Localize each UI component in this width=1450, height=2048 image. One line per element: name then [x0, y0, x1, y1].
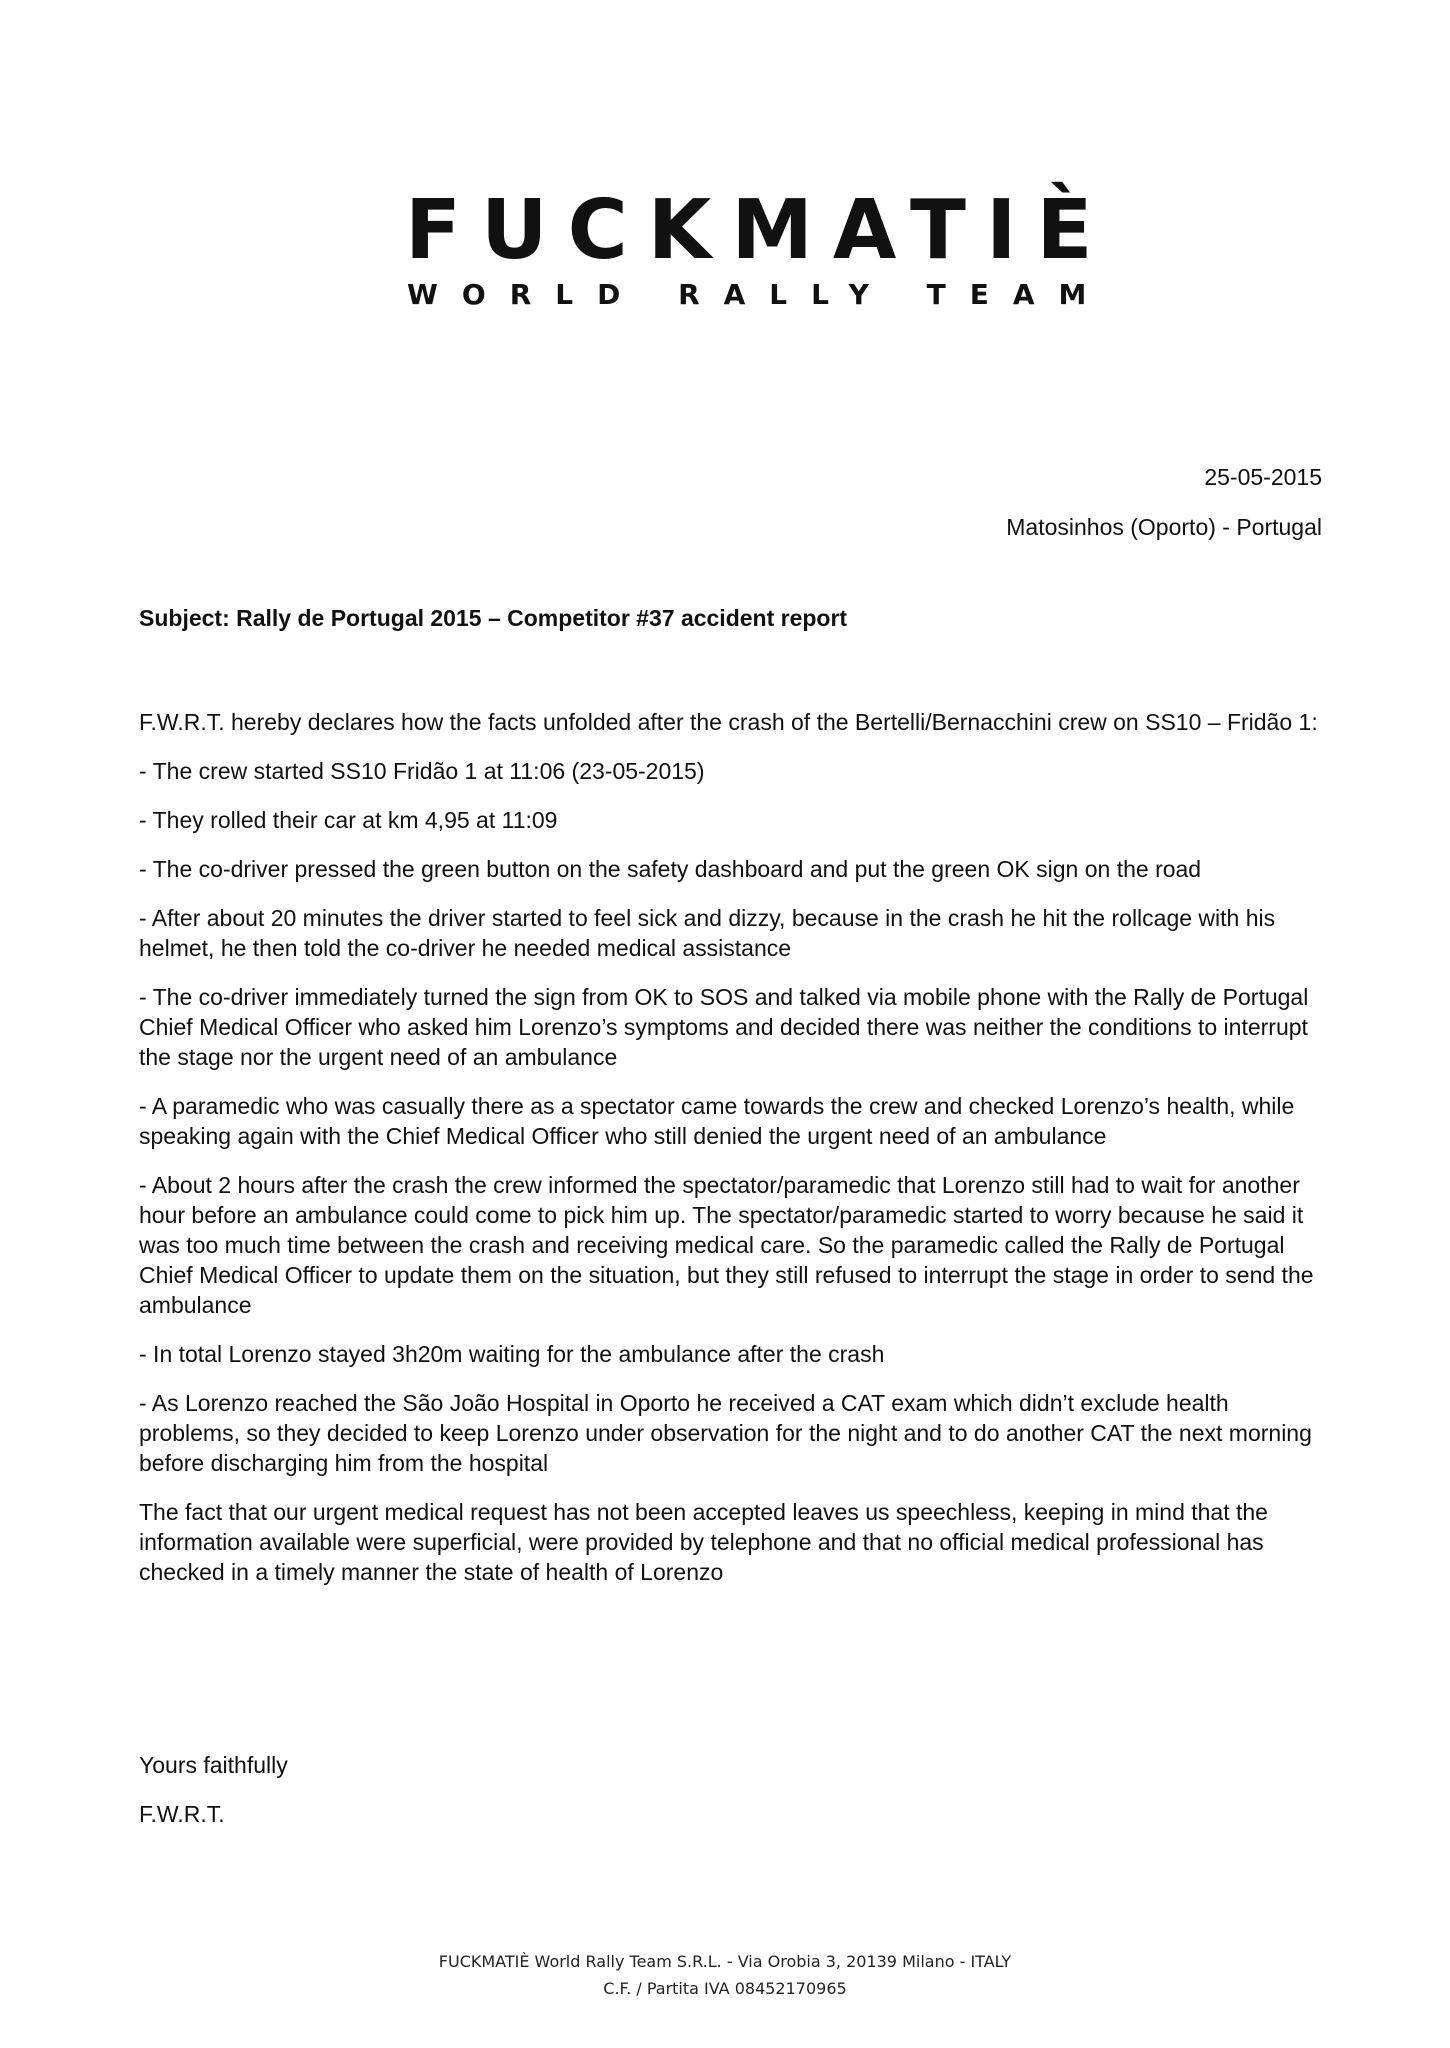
- letter-closing: [139, 1750, 739, 1848]
- fact-item: - In total Lorenzo stayed 3h20m waiting for the ambulance after the crash: [139, 1341, 885, 1367]
- fact-item: - About 2 hours after the crash the crew informed the spectator/paramedic that Lorenzo still had to wait for another hour before an ambulance could come to pick him up. The spectator/paramedic started to worry because he said it was too much time between the crash and receiving medical care. So the paramedic called the Rally de Portugal Chief Medical Officer to update them on the situation, but they still refused to interrupt the stage in order to send the ambulance: [139, 1172, 1314, 1318]
- letter-subject: Subject: Rally de Portugal 2015 – Competitor #37 accident report: [139, 605, 848, 631]
- closing-signature: F.W.R.T.: [139, 1801, 225, 1827]
- letter-header-meta: [722, 452, 1322, 552]
- fact-item: - After about 20 minutes the driver started to feel sick and dizzy, because in the crash he hit the rollcage with his helmet, he then told the co-driver he needed medical assistance: [139, 905, 1276, 961]
- footer-tax-id: C.F. / Partita IVA 08452170965: [603, 1979, 847, 1998]
- fact-item: - They rolled their car at km 4,95 at 11:09: [139, 807, 558, 833]
- intro-paragraph: F.W.R.T. hereby declares how the facts unfolded after the crash of the Bertelli/Bernacchini crew on SS10 – Fridão 1:: [139, 709, 1318, 735]
- logo-wordmark: FUCKMATIÈ: [405, 183, 1113, 278]
- logo-tagline: WORLD RALLY TEAM: [407, 278, 1111, 311]
- fact-item: - The co-driver immediately turned the sign from OK to SOS and talked via mobile phone with the Rally de Portugal Chief Medical Officer who asked him Lorenzo’s symptoms and decided there was neither the conditions to interrupt the stage nor the urgent need of an ambulance: [139, 984, 1309, 1070]
- closing-salutation: Yours faithfully: [139, 1752, 288, 1778]
- team-logo: [405, 183, 1113, 311]
- footer-address: FUCKMATIÈ World Rally Team S.R.L. - Via Orobia 3, 20139 Milano - ITALY: [438, 1952, 1012, 1971]
- fact-item: - A paramedic who was casually there as a spectator came towards the crew and checked Lorenzo’s health, while speaking again with the Chief Medical Officer who still denied the urgent need of an ambulance: [139, 1093, 1295, 1149]
- fact-item: - The crew started SS10 Fridão 1 at 11:06 (23-05-2015): [139, 758, 705, 784]
- company-footer: [0, 1948, 1450, 2002]
- letter-location: Matosinhos (Oporto) - Portugal: [1006, 514, 1322, 540]
- letter-body: [139, 707, 1324, 1606]
- letter-date: 25-05-2015: [1204, 464, 1322, 490]
- fact-item: - The co-driver pressed the green button on the safety dashboard and put the green OK sign on the road: [139, 856, 1202, 882]
- conclusion-paragraph: The fact that our urgent medical request has not been accepted leaves us speechless, keeping in mind that the information available were superficial, were provided by telephone and that no official medical professional has checked in a timely manner the state of health of Lorenzo: [139, 1499, 1268, 1585]
- fact-item: - As Lorenzo reached the São João Hospital in Oporto he received a CAT exam which didn’t exclude health problems, so they decided to keep Lorenzo under observation for the night and to do another CAT the next morning before discharging him from the hospital: [139, 1390, 1312, 1476]
